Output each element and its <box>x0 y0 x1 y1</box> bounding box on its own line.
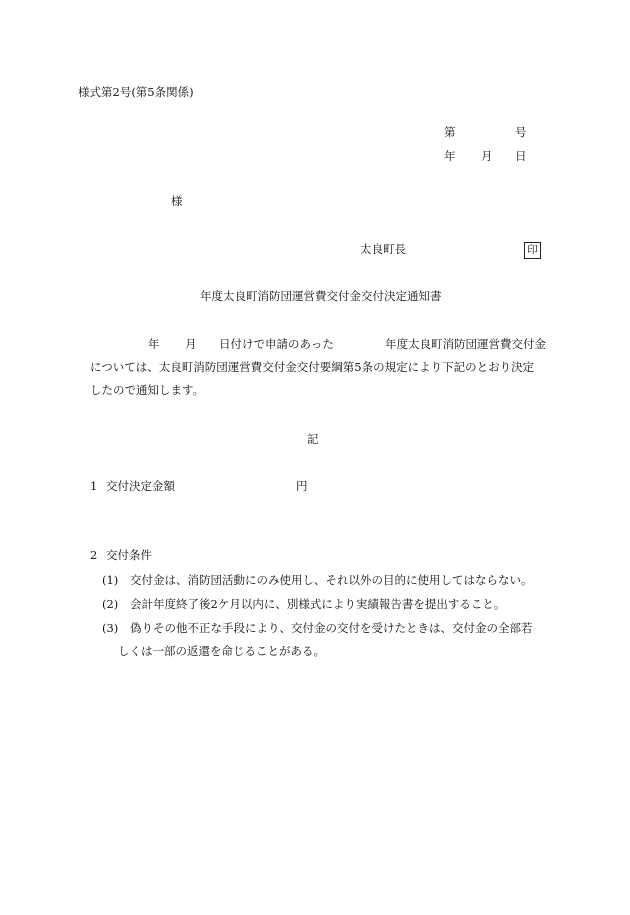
condition-3-text: 偽りその他不正な手段により、交付金の交付を受けたときは、交付金の全部若 <box>130 621 533 635</box>
body-line-3: したので通知します。 <box>90 383 205 397</box>
condition-1-text: 交付金は、消防団活動にのみ使用し、それ以外の目的に使用してはならない。 <box>130 573 533 587</box>
condition-1-number: (1) <box>102 573 119 587</box>
addressee-honorific: 様 <box>171 194 183 208</box>
item-2-label: 交付条件 <box>106 548 152 562</box>
item-1-unit: 円 <box>296 479 308 493</box>
condition-2-number: (2) <box>102 597 119 611</box>
condition-3-number: (3) <box>102 621 119 635</box>
item-1-number: 1 <box>90 479 98 493</box>
body-date-text: 日付けで申請のあった <box>219 337 334 351</box>
body-month: 月 <box>185 337 197 351</box>
body-line-2: については、太良町消防団運営費交付金交付要綱第5条の規定により下記のとおり決定 <box>90 360 535 374</box>
condition-2-text: 会計年度終了後2ケ月以内に、別様式により実績報告書を提出すること。 <box>130 597 506 611</box>
body-subject: 年度太良町消防団運営費交付金 <box>385 337 546 351</box>
item-1-label: 交付決定金額 <box>106 479 175 493</box>
ki-heading: 記 <box>307 432 319 446</box>
body-year: 年 <box>148 337 160 351</box>
date-day: 日 <box>515 149 527 163</box>
document-title: 年度太良町消防団運営費交付金交付決定通知書 <box>200 289 442 303</box>
condition-3-continuation: しくは一部の返還を命じることがある。 <box>118 644 325 658</box>
document-number-prefix: 第 <box>444 125 456 139</box>
item-2-number: 2 <box>90 548 98 562</box>
form-label: 様式第2号(第5条関係) <box>78 85 194 99</box>
date-year: 年 <box>444 149 456 163</box>
document-number-suffix: 号 <box>515 125 527 139</box>
issuer-title: 太良町長 <box>360 242 406 256</box>
date-month: 月 <box>481 149 493 163</box>
seal-mark: 印 <box>524 242 541 259</box>
